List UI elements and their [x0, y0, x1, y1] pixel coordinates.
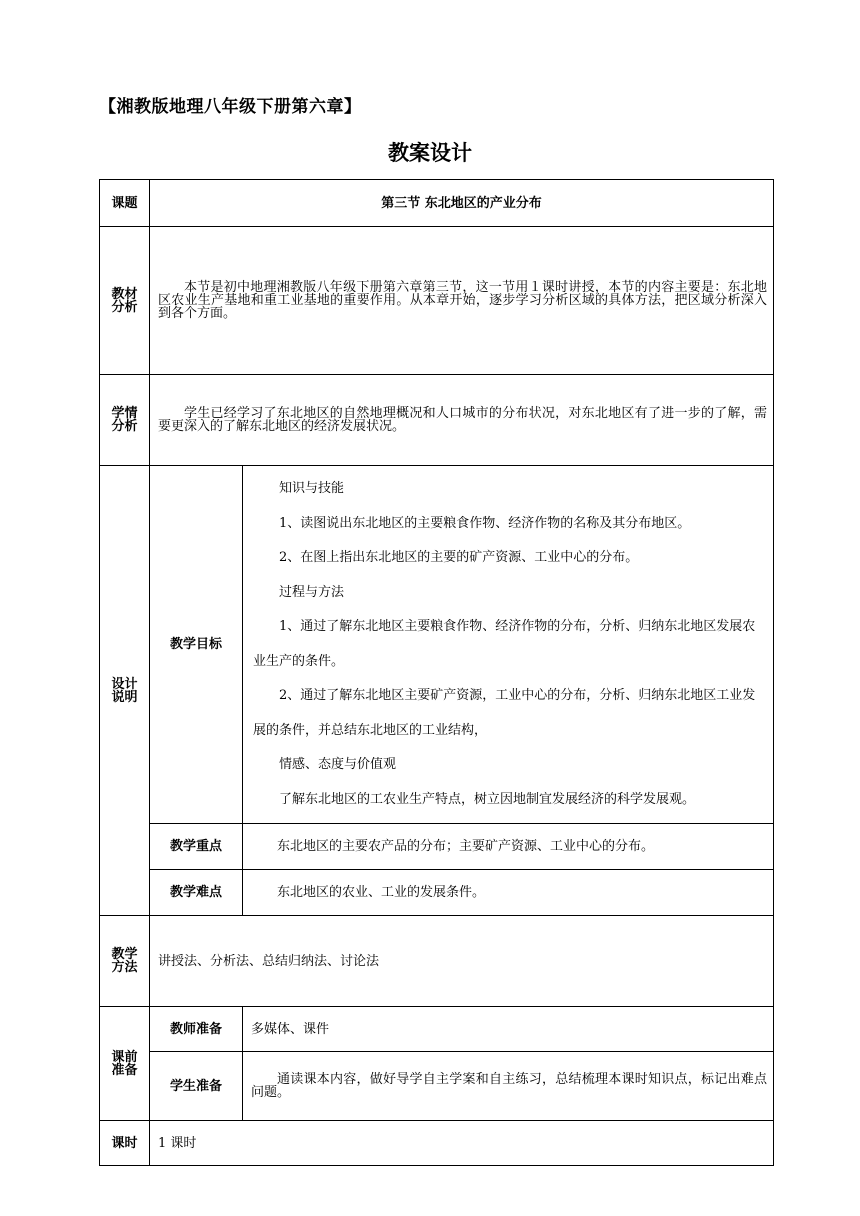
label-prep — [100, 1007, 150, 1121]
label-goals: 教学目标 — [150, 466, 243, 824]
document-title: 教案设计 — [388, 140, 472, 165]
label-students-line2: 分析 — [111, 419, 138, 434]
students-text: 学生已经学习了东北地区的自然地理概况和人口城市的分布状况，对东北地区有了进一步的了解，需要更深入的了解东北地区的经济发展状况。 — [150, 375, 774, 466]
label-key-points: 教学重点 — [150, 824, 243, 870]
topic-value: 第三节 东北地区的产业分布 — [150, 180, 774, 227]
row-topic — [100, 180, 774, 227]
goal-item: 1、读图说出东北地区的主要粮食作物、经济作物的名称及其分布地区。 — [279, 515, 691, 531]
row-material — [100, 227, 774, 375]
row-student-prep — [100, 1052, 774, 1121]
label-hours: 课时 — [100, 1121, 150, 1166]
label-students-line1: 学情 — [111, 406, 138, 421]
row-method — [100, 916, 774, 1007]
label-prep-line2: 准备 — [111, 1062, 138, 1078]
label-method — [100, 916, 150, 1007]
goal-item: 2、在图上指出东北地区的主要的矿产资源、工业中心的分布。 — [279, 550, 639, 565]
label-material-line1: 教材 — [111, 286, 138, 302]
row-hours — [100, 1121, 774, 1166]
header-line: 【湘教版地理八年级下册第六章】 — [99, 97, 362, 117]
label-difficulties: 教学难点 — [150, 870, 243, 916]
student-prep-text: 通读课本内容，做好导学自主学案和自主练习，总结梳理本课时知识点，标记出难点问题。 — [243, 1052, 774, 1121]
row-key-points — [100, 824, 774, 870]
difficulties-text: 东北地区的农业、工业的发展条件。 — [243, 870, 774, 916]
label-design-line1: 设计 — [111, 676, 138, 692]
material-text: 本节是初中地理湘教版八年级下册第六章第三节，这一节用１课时讲授，本节的内容主要是：东北地区农业生产基地和重工业基地的重要作用。从本章开始，逐步学习分析区域的具体方法，把区域分析深入到各个方面。 — [150, 227, 774, 375]
key-points-text: 东北地区的主要农产品的分布；主要矿产资源、工业中心的分布。 — [243, 824, 774, 870]
goal-item: 情感、态度与价值观 — [279, 757, 397, 772]
goal-item: 知识与技能 — [279, 481, 345, 496]
goals-list — [243, 466, 774, 824]
goal-item: 1、通过了解东北地区主要粮食作物、经济作物的分布，分析、归纳东北地区发展农业生产的条件。 — [253, 619, 756, 669]
label-material — [100, 227, 150, 375]
method-text: 讲授法、分析法、总结归纳法、讨论法 — [150, 916, 774, 1007]
label-students — [100, 375, 150, 466]
row-goals — [100, 466, 774, 824]
label-prep-line1: 课前 — [111, 1049, 138, 1065]
label-method-line1: 教学 — [111, 947, 138, 962]
goal-item: 2、通过了解东北地区主要矿产资源，工业中心的分布，分析、归纳东北地区工业发展的条件，并总结东北地区的工业结构， — [253, 688, 756, 738]
label-topic: 课题 — [100, 180, 150, 227]
row-difficulties — [100, 870, 774, 916]
label-student-prep: 学生准备 — [150, 1052, 243, 1121]
label-teacher-prep: 教师准备 — [150, 1007, 243, 1052]
row-students — [100, 375, 774, 466]
row-teacher-prep — [100, 1007, 774, 1052]
goal-item: 过程与方法 — [279, 584, 345, 600]
goal-item: 了解东北地区的工农业生产特点，树立因地制宜发展经济的科学发展观。 — [279, 791, 696, 807]
teacher-prep-text: 多媒体、课件 — [243, 1007, 774, 1052]
label-design — [100, 466, 150, 916]
label-design-line2: 说明 — [111, 689, 138, 705]
label-method-line2: 方法 — [111, 960, 138, 975]
hours-text: 1 课时 — [150, 1121, 774, 1166]
lesson-plan-table — [99, 179, 774, 1166]
label-material-line2: 分析 — [111, 299, 138, 315]
